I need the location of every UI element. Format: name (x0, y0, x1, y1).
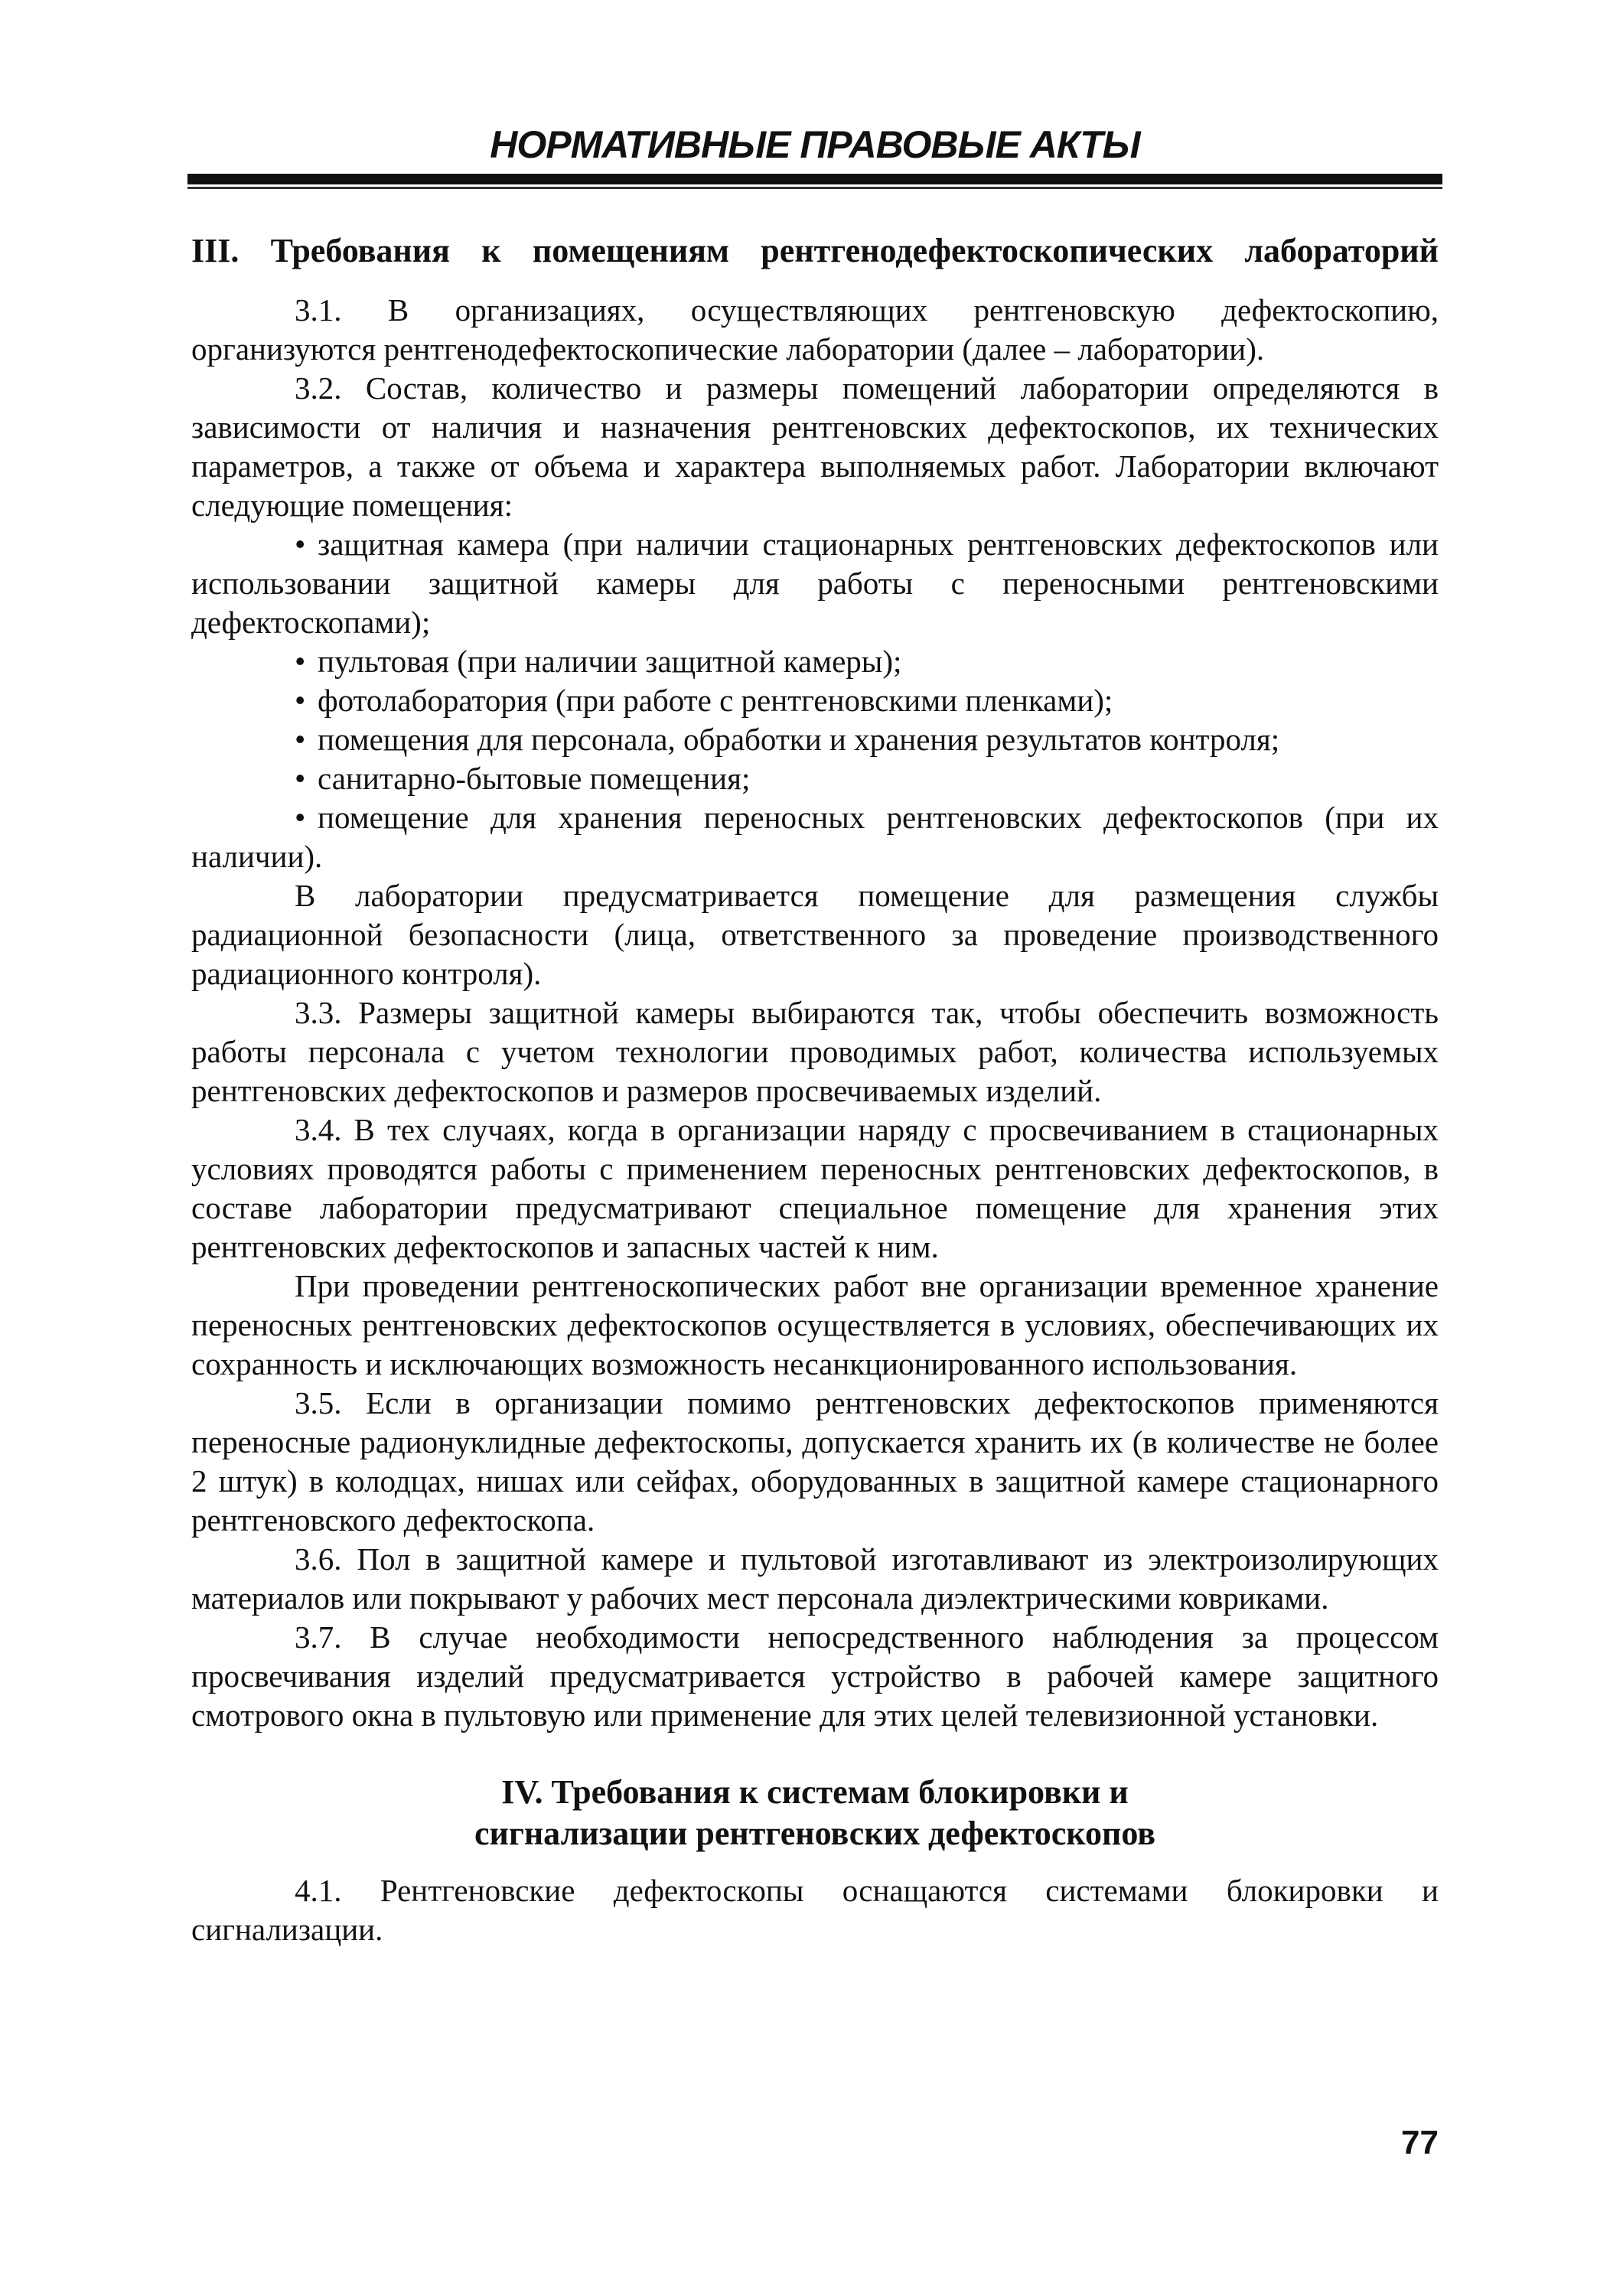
paragraph-lab-safety: В лаборатории предусматривается помещение для размещения службы радиационной безопасности (лица, ответственного за проведение производственного радиационного контроля). (191, 878, 1439, 991)
paragraph-3-3: 3.3. Размеры защитной камеры выбираются так, чтобы обеспечить возможность работы персонала с учетом технологии проводимых работ, количества используемых рентгеновских дефектоскопов и размеров просвечиваемых изделий. (191, 995, 1439, 1108)
section-4-title-line2: сигнализации рентгеновских дефектоскопов (474, 1815, 1156, 1852)
paragraph-4-1: 4.1. Рентгеновские дефектоскопы оснащаются системами блокировки и сигнализации. (191, 1873, 1439, 1947)
paragraph-3-2: 3.2. Состав, количество и размеры помещений лаборатории определяются в зависимости от наличия и назначения рентгеновских дефектоскопов, их технических параметров, а также от объема и характера выполняемых работ. Лаборатории включают следующие помещения: (191, 370, 1439, 523)
list-item: • защитная камера (при наличии стационарных рентгеновских дефектоскопов или использовании защитной камеры для работы с переносными рентгеновскими дефектоскопами); (191, 525, 1439, 642)
list-item: • помещение для хранения переносных рентгеновских дефектоскопов (при их наличии). (191, 798, 1439, 876)
paragraph-storage: При проведении рентгеноскопических работ вне организации временное хранение переносных рентгеновских дефектоскопов осуществляется в условиях, обеспечивающих их сохранность и исключающих возможность несанкционированного использования. (191, 1268, 1439, 1381)
section-4-title (191, 1772, 1439, 1854)
running-head: НОРМАТИВНЫЕ ПРАВОВЫЕ АКТЫ (490, 123, 1140, 166)
list-item: • фотолаборатория (при работе с рентгеновскими пленками); (191, 681, 1439, 720)
paragraph-3-6: 3.6. Пол в защитной камере и пультовой изготавливают из электроизолирующих материалов или покрывают у рабочих мест персонала диэлектрическими ковриками. (191, 1541, 1439, 1616)
header-rule-thin (187, 187, 1442, 189)
paragraph-3-4: 3.4. В тех случаях, когда в организации наряду с просвечиванием в стационарных условиях проводятся работы с применением переносных рентгеновских дефектоскопов, в составе лаборатории предусматривают специальное помещение для хранения этих рентгеновских дефектоскопов и запасных частей к ним. (191, 1112, 1439, 1264)
page-body (191, 230, 1439, 1949)
section-4-title-line1: IV. Требования к системам блокировки и (501, 1773, 1129, 1811)
header-rule (187, 174, 1442, 184)
paragraph-3-1: 3.1. В организациях, осуществляющих рентгеновскую дефектоскопию, организуются рентгенодефектоскопические лаборатории (далее – лаборатории). (191, 292, 1439, 367)
list-item: • помещения для персонала, обработки и хранения результатов контроля; (191, 720, 1439, 759)
paragraph-3-5: 3.5. Если в организации помимо рентгеновских дефектоскопов применяются переносные радионуклидные дефектоскопы, допускается хранить их (в количестве не более 2 штук) в колодцах, нишах или сейфах, оборудованных в защитной камере стационарного рентгеновского дефектоскопа. (191, 1385, 1439, 1538)
list-item: • пультовая (при наличии защитной камеры); (191, 642, 1439, 681)
section-3-title: III. Требования к помещениям рентгенодефектоскопических лабораторий (191, 232, 1439, 269)
list-item: • санитарно-бытовые помещения; (191, 759, 1439, 798)
page-number: 77 (1401, 2124, 1439, 2161)
paragraph-3-7: 3.7. В случае необходимости непосредственного наблюдения за процессом просвечивания изделий предусматривается устройство в рабочей камере защитного смотрового окна в пультовую или применение для этих целей телевизионной установки. (191, 1619, 1439, 1733)
